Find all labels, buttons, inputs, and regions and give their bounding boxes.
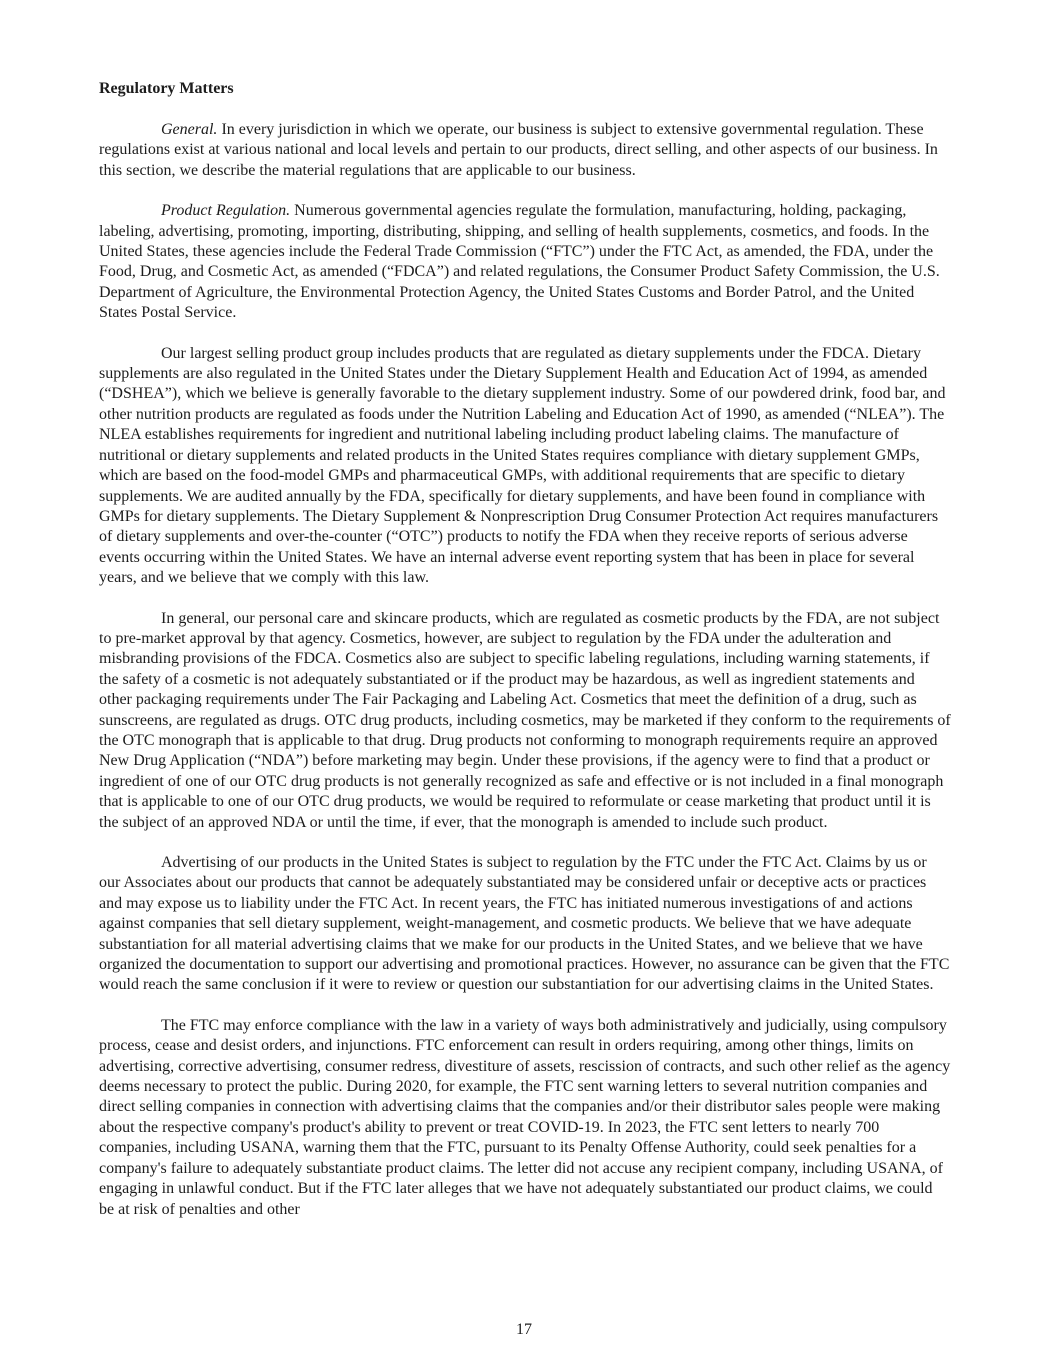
paragraph-text: In every jurisdiction in which we operate, our business is subject to extensive governmental regulation. These regulations exist at various national and local levels and pertain to our products, direct selling, and other aspects of our business. In this section, we describe the material regulations that are applicable to our business. bbox=[99, 121, 938, 179]
paragraph-dietary-supplements bbox=[99, 344, 951, 589]
paragraph-text: Advertising of our products in the United States is subject to regulation by the FTC under the FTC Act. Claims by us or our Associates about our products that cannot be adequately substantiated may be considered unfair or deceptive acts or practices and may expose us to liability under the FTC Act. In recent years, the FTC has initiated numerous investigations of and actions against companies that sell dietary supplement, weight-management, and cosmetic products. We believe that we have adequate substantiation for all material advertising claims that we make for our products in the United States, and we believe that we have organized the documentation to support our advertising and promotional practices. However, no assurance can be given that the FTC would reach the same conclusion if it were to review or question our substantiation for our advertising claims in the United States. bbox=[99, 854, 950, 994]
document-content bbox=[99, 79, 951, 1240]
page-number: 17 bbox=[516, 1321, 532, 1338]
paragraph-general bbox=[99, 120, 951, 181]
paragraph-text: In general, our personal care and skincare products, which are regulated as cosmetic products by the FDA, are not subject to pre-market approval by that agency. Cosmetics, however, are subject to regulation by the FDA under the adulteration and misbranding provisions of the FDCA. Cosmetics also are subject to specific labeling regulations, including warning statements, if the safety of a cosmetic is not adequately substantiated or if the product may be hazardous, as well as ingredient statements and other packaging requirements under The Fair Packaging and Labeling Act. Cosmetics that meet the definition of a drug, such as sunscreens, are regulated as drugs. OTC drug products, including cosmetics, may be marketed if they conform to the requirements of the OTC monograph that is applicable to that drug. Drug products not conforming to monograph requirements require an approved New Drug Application (“NDA”) before marketing may begin. Under these provisions, if the agency were to find that a product or ingredient of one of our OTC drug products is not generally recognized as safe and effective or is not included in a final monograph that is applicable to one of our OTC drug products, we would be required to reformulate or cease marketing that product until it is the subject of an approved NDA or until the time, if ever, that the monograph is amended to include such product. bbox=[99, 609, 951, 831]
paragraph-lead: General. bbox=[161, 121, 218, 138]
paragraph-cosmetics bbox=[99, 609, 951, 833]
paragraph-text: The FTC may enforce compliance with the law in a variety of ways both administratively and judicially, using compulsory process, cease and desist orders, and injunctions. FTC enforcement can result in orders requiring, among other things, limits on advertising, corrective advertising, consumer redress, divestiture of assets, rescission of contracts, and such other relief as the agency deems necessary to protect the public. During 2020, for example, the FTC sent warning letters to several nutrition companies and direct selling companies in connection with advertising claims that the companies and/or their distributor sales people were making about the respective company's product's ability to prevent or treat COVID-19. In 2023, the FTC sent letters to nearly 700 companies, including USANA, warning them that the FTC, pursuant to its Penalty Offense Authority, could seek penalties for a company's failure to adequately substantiate product claims. The letter did not accuse any recipient company, including USANA, of engaging in unlawful conduct. But if the FTC later alleges that we have not adequately substantiated our product claims, we could be at risk of penalties and other bbox=[99, 1016, 951, 1218]
paragraph-text: Numerous governmental agencies regulate the formulation, manufacturing, holding, packaging, labeling, advertising, promoting, importing, distributing, shipping, and selling of health supplements, cosmetics, and foods. In the United States, these agencies include the Federal Trade Commission (“FTC”) under the FTC Act, as amended, the FDA, under the Food, Drug, and Cosmetic Act, as amended (“FDCA”) and related regulations, the Consumer Product Safety Commission, the U.S. Department of Agriculture, the Environmental Protection Agency, the United States Customs and Border Patrol, and the United States Postal Service. bbox=[99, 202, 940, 322]
paragraph-lead: Product Regulation. bbox=[161, 202, 291, 220]
paragraph-advertising bbox=[99, 853, 951, 996]
paragraph-text: Our largest selling product group includes products that are regulated as dietary supplements under the FDCA. Dietary supplements are also regulated in the United States under the Dietary Supplement Health and Education Act of 1994, as amended (“DSHEA”), which we believe is generally favorable to the dietary supplement industry. Some of our powdered drink, food bar, and other nutrition products are regulated as foods under the Nutrition Labeling and Education Act of 1990, as amended (“NLEA”). The NLEA establishes requirements for ingredient and nutritional labeling including product labeling claims. The manufacture of nutritional or dietary supplements and related products in the United States requires compliance with dietary supplement GMPs, which are based on the food-model GMPs and pharmaceutical GMPs, with additional requirements that are specific to dietary supplements. We are audited annually by the FDA, specifically for dietary supplements, and have been found in compliance with GMPs for dietary supplements. The Dietary Supplement & Nonprescription Drug Consumer Protection Act requires manufacturers of dietary supplements and over-the-counter (“OTC”) products to notify the FDA when they receive reports of serious adverse events occurring within the United States. We have an internal adverse event reporting system that has been in place for several years, and we believe that we comply with this law. bbox=[99, 344, 946, 587]
paragraph-product-regulation bbox=[99, 201, 951, 323]
paragraph-ftc-enforcement bbox=[99, 1016, 951, 1220]
section-heading: Regulatory Matters bbox=[99, 80, 234, 97]
